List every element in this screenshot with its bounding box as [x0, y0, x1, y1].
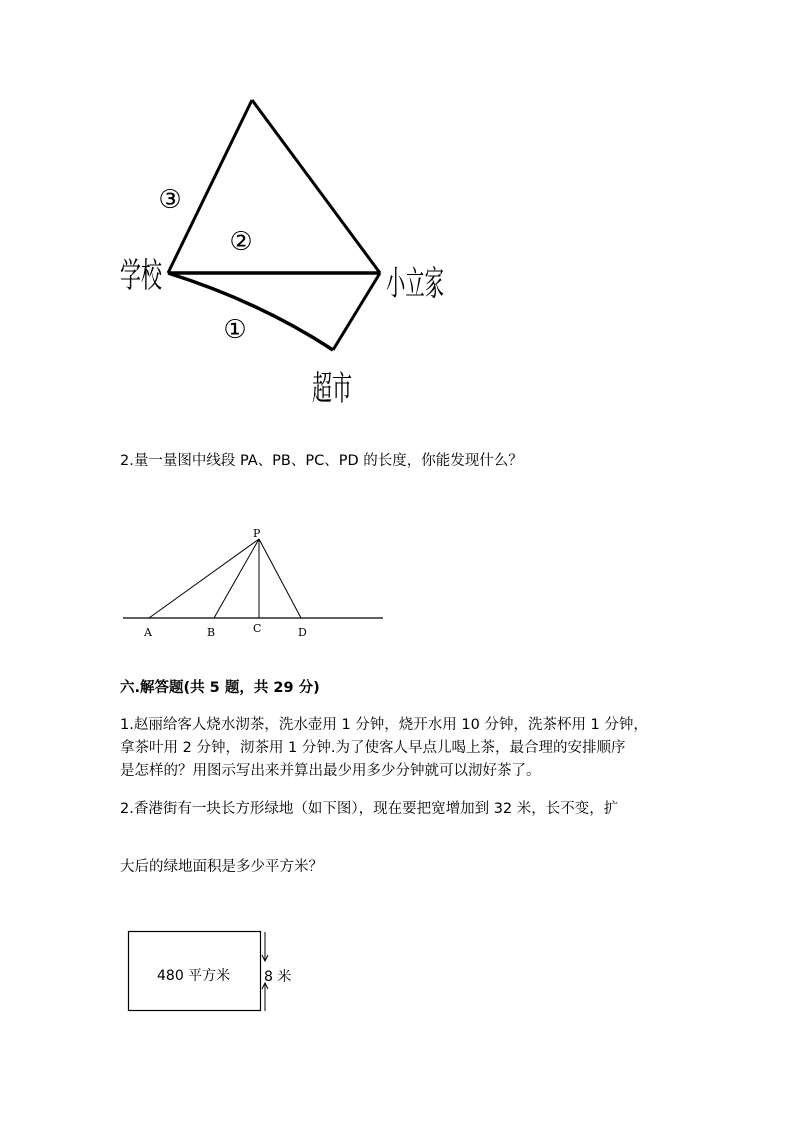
route-2-label: ② [229, 227, 253, 257]
point-c-label: C [253, 622, 262, 635]
route-3-label: ③ [158, 185, 182, 215]
point-p-label: P [253, 527, 261, 540]
width-label: 8 米 [264, 969, 292, 985]
segment-pa [149, 539, 259, 618]
q1-line-3: 是怎样的？用图示写出来并算出最少用多少分钟就可以沏好茶了。 [120, 763, 541, 779]
green-area-diagram [125, 927, 300, 1017]
segment-pb [214, 539, 259, 618]
home-label: 小立家 [386, 264, 444, 304]
segment-pd [259, 539, 301, 618]
market-home-line [333, 273, 380, 350]
route-diagram [110, 90, 460, 420]
area-label: 480 平方米 [157, 968, 231, 984]
segment-diagram [120, 525, 390, 645]
school-label: 学校 [120, 256, 163, 296]
section-6-heading: 六.解答题(共 5 题，共 29 分) [120, 680, 320, 696]
q1-line-2: 拿茶叶用 2 分钟，沏茶用 1 分钟.为了使客人早点儿喝上茶，最合理的安排顺序 [120, 740, 626, 756]
q2-line-2: 大后的绿地面积是多少平方米？ [120, 859, 323, 875]
route-3-line-b [252, 100, 380, 273]
point-a-label: A [144, 626, 152, 639]
point-b-label: B [207, 626, 216, 639]
route-1-line [168, 273, 333, 350]
q2-line-1: 2.香港街有一块长方形绿地（如下图），现在要把宽增加到 32 米，长不变，扩 [120, 801, 619, 817]
route-1-label: ① [223, 315, 247, 345]
q1-line-1: 1.赵丽给客人烧水沏茶，洗水壶用 1 分钟，烧开水用 10 分钟，洗茶杯用 1 分钟， [120, 717, 648, 733]
market-label: 超市 [312, 369, 352, 409]
point-d-label: D [298, 626, 307, 639]
question-2-text: 2.量一量图中线段 PA、PB、PC、PD 的长度，你能发现什么？ [120, 453, 523, 469]
